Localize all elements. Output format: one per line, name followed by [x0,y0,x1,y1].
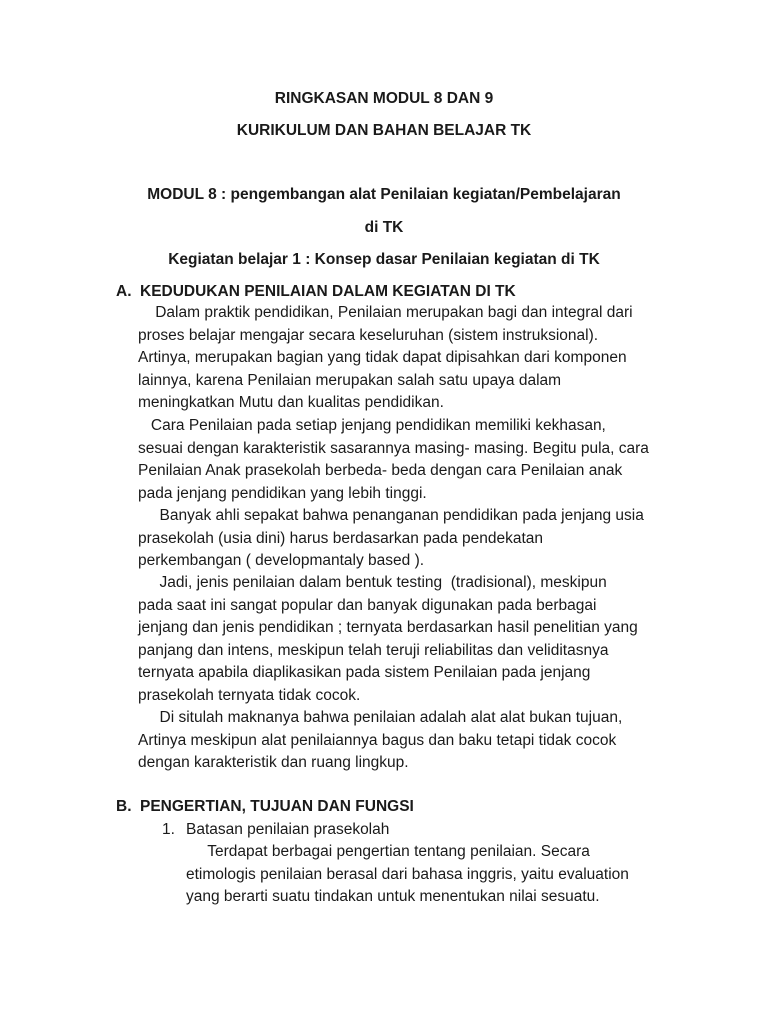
document-title: RINGKASAN MODUL 8 DAN 9 [274,90,494,107]
section-b-heading [116,797,414,817]
paragraph-line: sesuai dengan karakteristik sasarannya masing- masing. Begitu pula, cara [138,439,649,457]
paragraph-line: pada jenjang pendidikan yang lebih tinggi. [138,484,427,502]
section-a-paragraph-5 [138,707,698,775]
module-heading: MODUL 8 : pengembangan alat Penilaian kegiatan/Pembelajaran [147,186,621,203]
section-b-title: PENGERTIAN, TUJUAN DAN FUNGSI [140,798,414,815]
paragraph-line: Penilaian Anak prasekolah berbeda- beda dengan cara Penilaian anak [138,462,623,479]
paragraph-line: Cara Penilaian pada setiap jenjang pendidikan memiliki kekhasan, [138,417,606,434]
paragraph-line: perkembangan ( developmantaly based ). [138,552,425,569]
paragraph-line: Dalam praktik pendidikan, Penilaian merupakan bagi dan integral dari [138,304,633,321]
section-b-item-1 [162,820,389,840]
section-a-heading [116,282,516,302]
section-a-paragraph-2 [138,415,698,505]
paragraph-line: dengan karakteristik dan ruang lingkup. [138,754,409,771]
paragraph-line: yang berarti suatu tindakan untuk menentukan nilai sesuatu. [186,888,600,905]
paragraph-line: lainnya, karena Penilaian merupakan salah satu upaya dalam [138,371,562,389]
paragraph-line: etimologis penilaian berasal dari bahasa inggris, yaitu evaluation [186,865,629,883]
section-b-item-1-paragraph [186,841,629,909]
paragraph-line: prasekolah ternyata tidak cocok. [138,686,361,704]
paragraph-line: Terdapat berbagai pengertian tentang penilaian. Secara [186,843,590,860]
activity-heading: Kegiatan belajar 1 : Konsep dasar Penilaian kegiatan di TK [168,251,600,268]
section-a-title: KEDUDUKAN PENILAIAN DALAM KEGIATAN DI TK [140,283,516,300]
paragraph-line: prasekolah (usia dini) harus berdasarkan pada pendekatan [138,529,543,547]
item-label: Batasan penilaian prasekolah [186,821,390,838]
paragraph-line: jenjang dan jenis pendidikan ; ternyata berdasarkan hasil penelitian yang [138,619,638,636]
module-heading-continued: di TK [364,219,404,236]
item-number: 1. [162,821,175,838]
paragraph-line: Artinya meskipun alat penilaiannya bagus dan baku tetapi tidak cocok [138,731,617,749]
section-a-paragraph-1 [138,302,698,415]
paragraph-line: Artinya, merupakan bagian yang tidak dapat dipisahkan dari komponen [138,349,627,366]
section-a-paragraph-4 [138,572,698,707]
section-a-letter: A. [116,283,132,300]
paragraph-line: pada saat ini sangat popular dan banyak digunakan pada berbagai [138,596,597,614]
paragraph-line: Di situlah maknanya bahwa penilaian adalah alat alat bukan tujuan, [138,709,623,726]
paragraph-line: ternyata apabila diaplikasikan pada sistem Penilaian pada jenjang [138,664,591,681]
section-a-paragraph-3 [138,505,698,573]
paragraph-line: meningkatkan Mutu dan kualitas pendidikan. [138,394,444,411]
paragraph-line: proses belajar mengajar secara keseluruhan (sistem instruksional). [138,326,599,344]
section-b-letter: B. [116,798,132,815]
document-subtitle: KURIKULUM DAN BAHAN BELAJAR TK [236,122,532,139]
paragraph-line: Jadi, jenis penilaian dalam bentuk testing (tradisional), meskipun [138,574,607,591]
paragraph-line: panjang dan intens, meskipun telah teruji reliabilitas dan veliditasnya [138,641,609,659]
paragraph-line: Banyak ahli sepakat bahwa penanganan pendidikan pada jenjang usia [138,507,644,524]
